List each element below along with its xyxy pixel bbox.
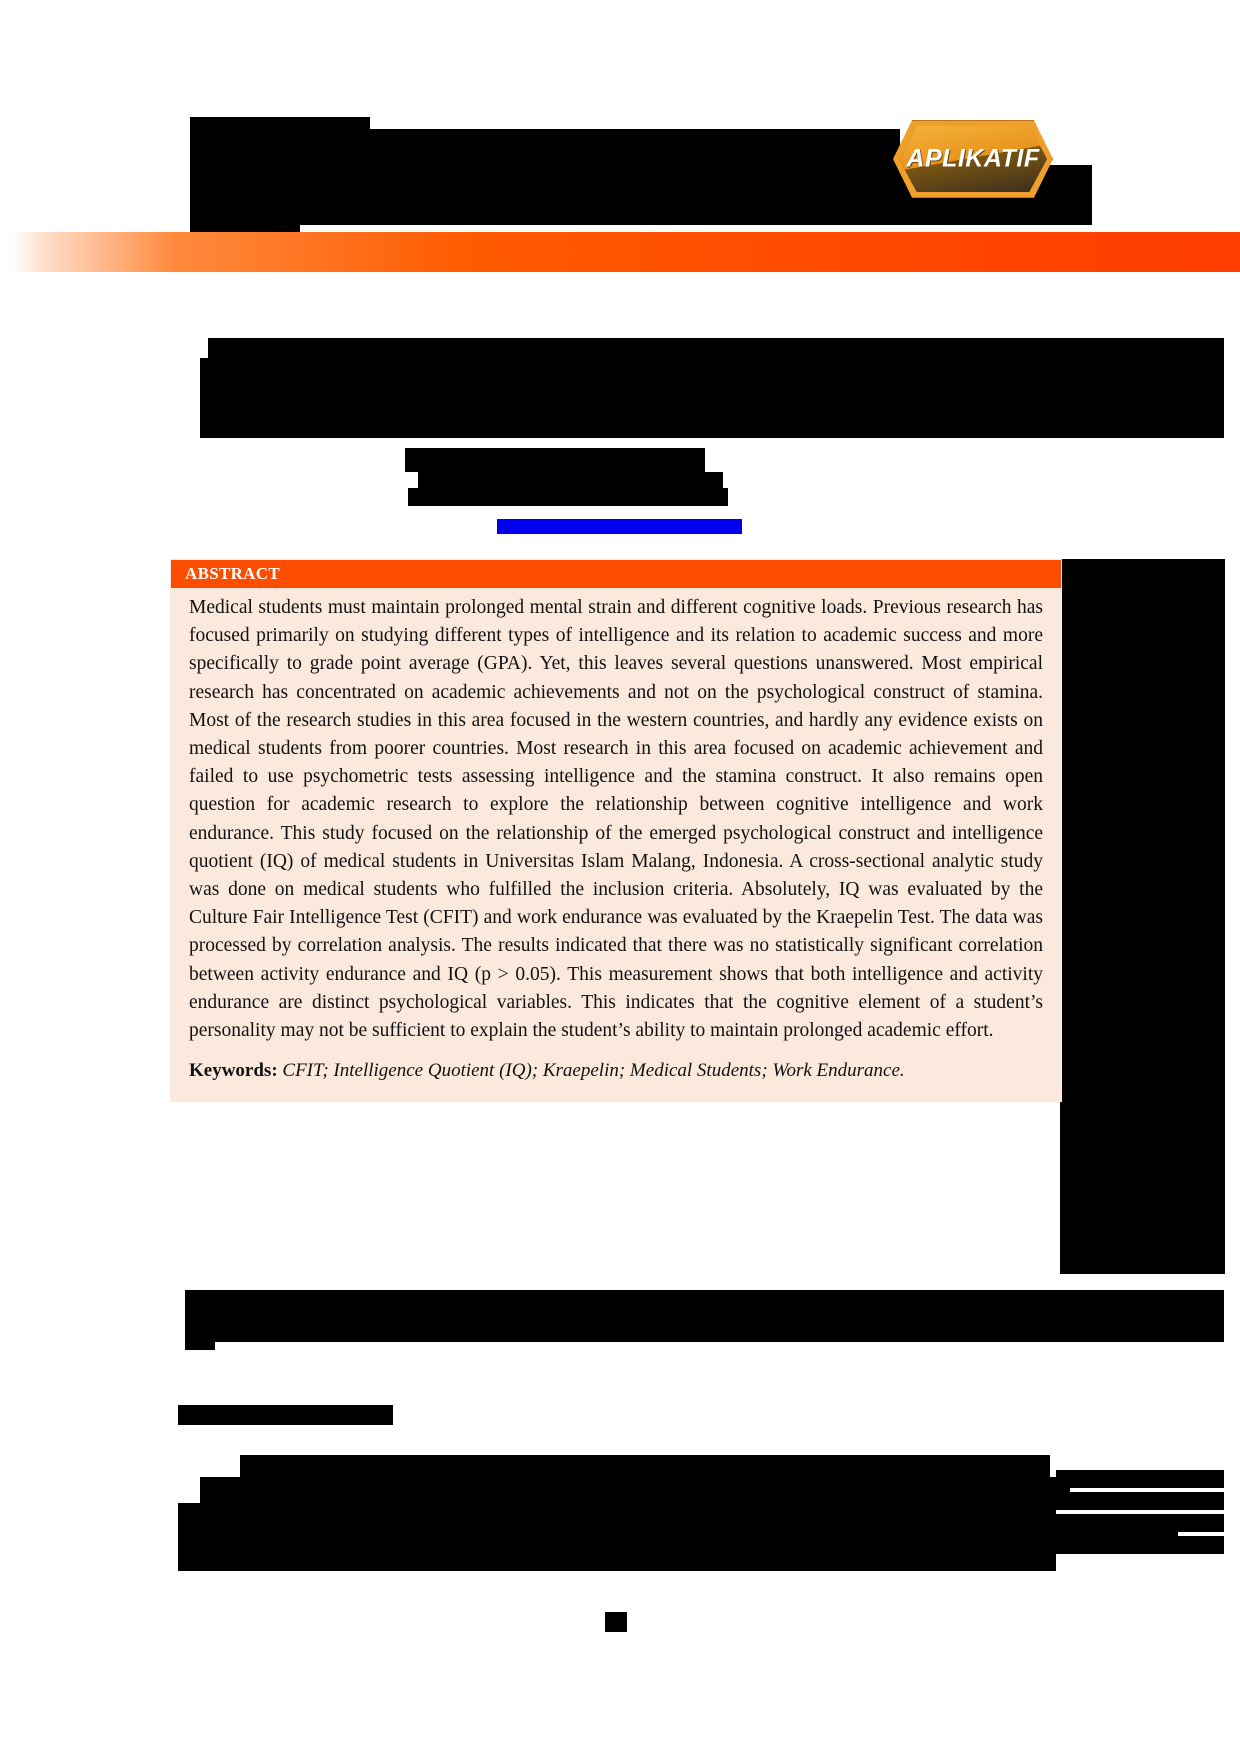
redaction-bar [1056,1492,1224,1510]
redaction-bar [200,1477,1070,1503]
corresponding-email-link[interactable] [497,519,742,534]
abstract-body-text: Medical students must maintain prolonged mental strain and different cognitive loads. Previous research has focused primarily on studying different types of intelligence and its relation to academic success and more specifically to grade point average (GPA). Yet, this leaves several questions unanswered. Most empirical research has concentrated on academic achievements and not on the psychological construct of stamina. Most of the research studies in this area focused in the western countries, and hardly any evidence exists on medical students from poorer countries. Most research in this area focused on academic achievement and failed to use psychometric tests assessing intelligence and the stamina construct. It also remains open question for academic research to explore the relationship between cognitive intelligence and work endurance. This study focused on the relationship of the emerged psychological construct and intelligence quotient (IQ) of medical students in Universitas Islam Malang, Indonesia. A cross-sectional analytic study was done on medical students who fulfilled the inclusion criteria. Absolutely, IQ was evaluated by the Culture Fair Intelligence Test (CFIT) and work endurance was evaluated by the Kraepelin Test. The data was processed by correlation analysis. The results indicated that there was no statistically significant correlation between activity endurance and IQ (p > 0.05). This measurement shows that both intelligence and activity endurance are distinct psychological variables. This indicates that the cognitive element of a student’s personality may not be sufficient to explain the student’s ability to maintain prolonged academic effort. [189,597,1043,1042]
redaction-bar [215,1290,1224,1342]
redaction-bar [200,418,700,438]
redaction-bar [190,129,900,165]
redaction-bar [418,472,723,488]
redaction-bar [508,338,1224,358]
header-color-band [0,232,1240,272]
abstract-section [170,559,1062,1102]
redaction-bar [1056,1536,1224,1554]
journal-logo [893,120,1053,198]
redaction-bar [1056,1514,1224,1532]
redaction-bar [240,1455,1050,1477]
redaction-bar [178,1527,1178,1549]
redaction-bar [200,378,450,398]
redaction-bar [190,117,370,129]
redaction-bar [405,448,705,472]
redaction-bar [178,1549,1056,1571]
keywords-value: CFIT; Intelligence Quotient (IQ); Kraepelin; Medical Students; Work Endurance. [282,1060,905,1082]
redaction-bar [190,165,212,191]
redaction-bar [408,488,728,506]
redacted-side-block [1060,559,1225,1274]
redaction-bar [1056,1470,1224,1488]
redaction-bar [190,191,300,235]
redaction-bar [208,338,508,358]
journal-logo-text: APLIKATIF [906,144,1040,173]
abstract-keywords [171,1057,1061,1101]
abstract-heading: ABSTRACT [171,560,1061,588]
redaction-bar [525,358,1224,378]
redaction-bar [450,378,1224,398]
header-band-fade [0,232,40,272]
redaction-bar [178,1405,393,1425]
redaction-bar [178,1503,1056,1527]
redaction-bar [525,398,1224,418]
redaction-bar [200,358,525,378]
page-number-marker [605,1612,627,1632]
redaction-bar [185,1290,215,1350]
redaction-bar [700,418,1224,438]
redaction-bar [200,398,525,418]
keywords-label: Keywords: [189,1060,278,1082]
